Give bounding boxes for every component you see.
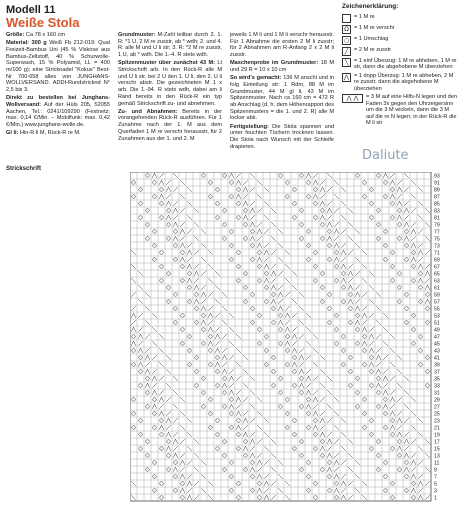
legend-item xyxy=(342,94,458,127)
row-number-label: 79 xyxy=(434,222,440,229)
instruction-paragraph xyxy=(230,32,334,59)
row-number-label: 27 xyxy=(434,404,440,411)
legend-text: = 1 M re xyxy=(354,13,375,20)
twisted-stitch-icon: Ω xyxy=(342,25,351,34)
instruction-text: Auf der Hüls 205, 52055 Aachen, Tel.: 0241/109290 (Festnetz: max. 0,14 €/Min. – Mobilfunk: max. 0,42 €/Min.) www.junghans-wolle.de. xyxy=(6,102,110,129)
model-label: Modell 11 xyxy=(6,4,56,16)
legend-heading: Zeichenerklärung: xyxy=(342,3,399,10)
row-number-label: 77 xyxy=(434,229,440,236)
instruction-text: jeweils 1 M li und 1 M li verschr herausstr. Für 1 Abnahme die ersten 2 M li zusstr; für 2 Abnahmen am R-Anfang 2 x 2 M li zusstr. xyxy=(230,32,334,59)
legend-text: = 1 einf Überzug: 1 M re abheben, 1 M re str, dann die abgehobene M überziehen xyxy=(354,57,457,70)
row-number-label: 75 xyxy=(434,236,440,243)
instruction-text: Bereits in der vorangehenden Rück-R ausführen. Für 1 Zunahme nach der 1. M aus dem Querfaden 1 M re verschr herausstr, für 2 Zunahmen aus der 1. und 2. M xyxy=(118,108,222,142)
row-number-label: 65 xyxy=(434,271,440,278)
instructions-column-3 xyxy=(230,32,334,152)
legend-text: = 3 M auf eine Hilfs-N legen und den Faden 3x gegen den Uhrzeigersinn um die 3 M wickeln, dann die 3 M auf die re N legen; in der Rück-R die M li str xyxy=(366,94,457,126)
instruction-text: Lt Strickschrift arb. In den Rück-R alle M und U li str, bei 2 U den 1. U li, den 2. U li verschr abstr. Die gezeichneten M 1 x arb. Die 1.-94. R stets wdh, dabei am li Rand bereits in den Rück-R ein typ gemäß Strickschrift zu- und abnehmen. xyxy=(118,60,222,107)
row-number-label: 61 xyxy=(434,285,440,292)
row-number-label: 67 xyxy=(434,264,440,271)
instruction-paragraph xyxy=(6,32,110,39)
row-number-label: 11 xyxy=(434,460,440,467)
instruction-label: Zu- und Abnahmen: xyxy=(118,108,183,115)
row-number-label: 85 xyxy=(434,201,440,208)
knitting-chart xyxy=(130,172,455,507)
instruction-paragraph xyxy=(230,124,334,151)
instruction-label: So wird's gemacht: xyxy=(230,75,284,82)
legend-item xyxy=(342,73,458,93)
row-number-label: 7 xyxy=(434,474,437,481)
instruction-text: 136 M anschl und in folg Einteilung str: 1 Rdm, 88 M im Grundmuster, 44 M gl li, 43 M im Spitzenmuster. Nach ca 160 cm = 472 R ab Anschlag (d. h. dem Höhenrapport des Spitzenmusters = die 1. und 2. R) alle M locker abk. xyxy=(230,75,334,122)
row-number-label: 9 xyxy=(434,467,437,474)
row-number-label: 47 xyxy=(434,334,440,341)
instruction-paragraph xyxy=(230,75,334,122)
instruction-label: Fertigstellung: xyxy=(230,123,273,130)
legend-text: = 1 dopp Überzug: 1 M re abheben, 2 M re zusstr, dann die abgehobene M überziehen xyxy=(354,72,454,92)
instruction-label: Größe: xyxy=(6,32,26,38)
legend-item xyxy=(342,47,458,56)
row-number-label: 3 xyxy=(434,488,437,495)
row-number-label: 87 xyxy=(434,194,440,201)
row-number-label: 91 xyxy=(434,180,440,187)
row-number-label: 89 xyxy=(434,187,440,194)
row-number-label: 29 xyxy=(434,397,440,404)
legend-items xyxy=(342,14,458,127)
instruction-text: Ca 78 x 160 cm xyxy=(25,32,66,38)
row-number-label: 43 xyxy=(434,348,440,355)
legend-item xyxy=(342,58,458,71)
row-number-label: 41 xyxy=(434,355,440,362)
instructions-column-1 xyxy=(6,32,110,139)
instruction-label: Direkt zu bestellen bei Junghans-Wollversand: xyxy=(6,95,110,109)
instruction-text: Die Stola spannen und unter feuchten Tüchern trocknen lassen. Die Stola nach Wunsch mit der Schleife drapieren. xyxy=(230,123,334,150)
instruction-label: Gl li: xyxy=(6,130,20,137)
instruction-paragraph xyxy=(230,60,334,73)
row-number-label: 5 xyxy=(434,481,437,488)
double-decrease-icon: ⋀ xyxy=(342,73,351,82)
instructions-column-2 xyxy=(118,32,222,144)
row-number-label: 81 xyxy=(434,215,440,222)
legend-text: = 2 M re zusstr xyxy=(354,46,392,53)
empty-square-icon xyxy=(342,14,351,23)
row-number-label: 57 xyxy=(434,299,440,306)
row-number-label: 69 xyxy=(434,257,440,264)
instruction-label: Material: 300 g xyxy=(6,40,50,47)
instruction-label: Spitzenmuster über zunächst 43 M: xyxy=(118,60,218,67)
row-number-label: 31 xyxy=(434,390,440,397)
right-decrease-icon: ╱ xyxy=(342,47,351,56)
symbol-legend xyxy=(342,4,458,129)
instruction-paragraph xyxy=(118,60,222,107)
row-number-label: 39 xyxy=(434,362,440,369)
yarn-over-icon: ○ xyxy=(343,36,350,44)
row-number-label: 49 xyxy=(434,327,440,334)
row-number-label: 23 xyxy=(434,418,440,425)
instruction-paragraph xyxy=(6,130,110,137)
legend-item xyxy=(342,36,458,45)
instruction-text: 18 M und 29 R = 10 x 10 cm xyxy=(230,60,334,74)
legend-text: = 1 Umschlag xyxy=(354,35,389,42)
row-number-label: 73 xyxy=(434,243,440,250)
row-number-label: 19 xyxy=(434,432,440,439)
instruction-text: Weiß Fb 212-019: Qual Freizeit-Bambus Uni (45 % Viskose aus Bambus-Zellstoff, 40 % Schurwolle-Superwash, 15 % Polyamid, LL = 400 m/100 g); eine Stricknadel "Kokus" Best-Nr 700-658 alles von JUNGHANS-WOLLVERSAND. ADDI-Rundstricknd N° 2,5 bis 3. xyxy=(6,40,110,94)
instruction-paragraph xyxy=(6,40,110,94)
row-number-label: 21 xyxy=(434,425,440,432)
chart-heading: Strickschrift xyxy=(6,166,42,172)
row-number-label: 17 xyxy=(434,439,440,446)
row-number-label: 83 xyxy=(434,208,440,215)
chart-frame xyxy=(130,172,431,501)
wrapped-stitches-icon: ⋀ ⋀ xyxy=(342,94,363,103)
row-number-label: 59 xyxy=(434,292,440,299)
row-number-label: 15 xyxy=(434,446,440,453)
row-number-label: 35 xyxy=(434,376,440,383)
instruction-paragraph xyxy=(118,32,222,59)
instruction-text: M-Zahl teilbar durch 2. 1. R: *1 U, 2 M re zusstr, ab * wdh; 2. und 4. R: alle M und U li str; 3. R: *2 M re zusstr, 1 U, ab * wdh. Die 1.-4. R stets wdh. xyxy=(118,32,222,59)
legend-text: = 1 M re verschr xyxy=(354,24,395,31)
row-number-label: 13 xyxy=(434,453,440,460)
row-number-label: 55 xyxy=(434,306,440,313)
row-number-label: 37 xyxy=(434,369,440,376)
pattern-title: Weiße Stola xyxy=(6,15,80,30)
instruction-paragraph xyxy=(6,95,110,129)
brand-logo: Daliute xyxy=(362,148,409,163)
instruction-paragraph xyxy=(118,109,222,143)
row-number-label: 45 xyxy=(434,341,440,348)
row-number-label: 51 xyxy=(434,320,440,327)
instruction-label: Grundmuster: xyxy=(118,32,158,38)
left-decrease-icon: ╲ xyxy=(342,58,351,67)
row-number-label: 53 xyxy=(434,313,440,320)
legend-item xyxy=(342,25,458,34)
instruction-text: Hin-R li M, Rück-R re M. xyxy=(19,130,81,137)
row-number-label: 93 xyxy=(434,173,440,180)
row-number-label: 25 xyxy=(434,411,440,418)
row-number-label: 1 xyxy=(434,495,437,502)
legend-item xyxy=(342,14,458,23)
row-number-label: 71 xyxy=(434,250,440,257)
instruction-label: Maschenprobe im Grundmuster: xyxy=(230,60,321,67)
row-number-label: 63 xyxy=(434,278,440,285)
row-number-label: 33 xyxy=(434,383,440,390)
